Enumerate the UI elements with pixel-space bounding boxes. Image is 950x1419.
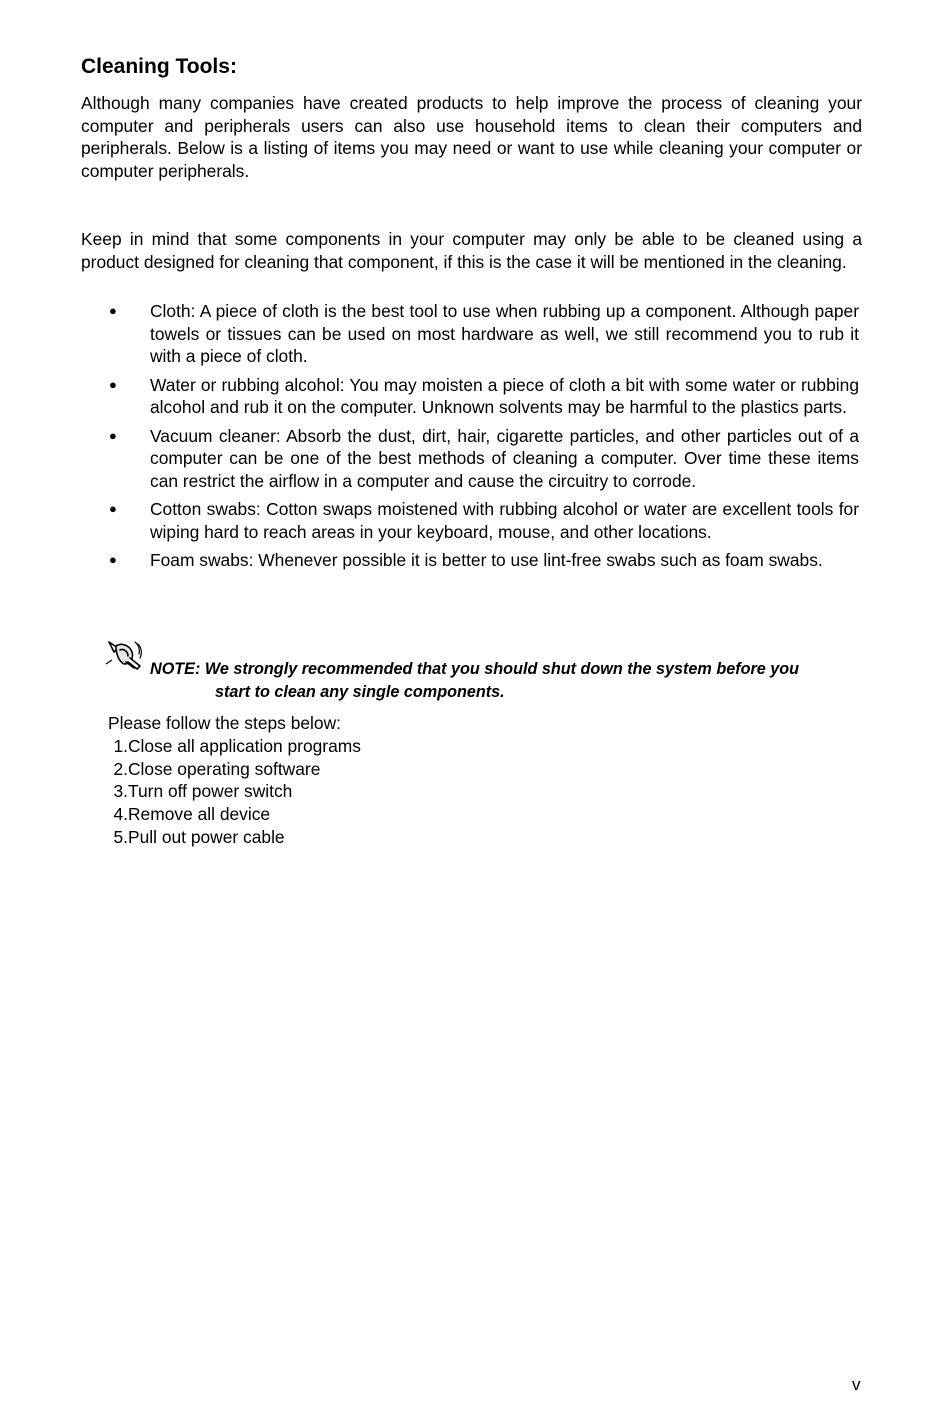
list-item-cotton-swabs bbox=[0, 498, 859, 543]
step-number: 4. bbox=[113, 804, 128, 825]
list-item-text: Foam swabs: Whenever possible it is better to use lint-free swabs such as foam swabs. bbox=[150, 550, 823, 571]
note-line-2: start to clean any single components. bbox=[215, 682, 505, 701]
step-text: Pull out power cable bbox=[128, 826, 285, 847]
keep-in-mind-paragraph: Keep in mind that some components in your computer may only be able to be cleaned using a product designed for cleaning that component, if this is the case it will be mentioned in the cleaning. bbox=[81, 229, 862, 272]
list-item-text: Cloth: A piece of cloth is the best tool to use when rubbing up a component. Although paper towels or tissues can be used on most hardware as well, we still recommend you to rub it with a piece of cloth. bbox=[150, 301, 859, 367]
section-heading: Cleaning Tools: bbox=[81, 55, 237, 78]
list-item-water-alcohol bbox=[0, 374, 859, 419]
note-line-1: NOTE: We strongly recommended that you should shut down the system before you bbox=[150, 660, 800, 678]
list-item-text: Vacuum cleaner: Absorb the dust, dirt, hair, cigarette particles, and other particles out of a computer can be one of the best methods of cleaning a computer. Over time these items can restrict the airflow in a computer and cause the circuitry to corrode. bbox=[150, 425, 859, 491]
list-item bbox=[108, 735, 361, 758]
steps-intro: Please follow the steps below: bbox=[108, 713, 341, 733]
bullet-icon: ● bbox=[109, 501, 117, 517]
list-item bbox=[108, 780, 361, 803]
step-number: 3. bbox=[113, 781, 128, 802]
step-text: Turn off power switch bbox=[128, 781, 293, 802]
step-number: 5. bbox=[113, 826, 128, 847]
shutdown-steps-list bbox=[108, 735, 361, 849]
cleaning-tools-list bbox=[0, 300, 950, 577]
bullet-icon: ● bbox=[109, 427, 117, 443]
bullet-icon: ● bbox=[109, 552, 117, 568]
list-item-cloth bbox=[0, 300, 859, 368]
step-number: 1. bbox=[113, 736, 128, 756]
list-item-text: Cotton swabs: Cotton swaps moistened with rubbing alcohol or water are excellent tools for wiping hard to reach areas in your keyboard, mouse, and other locations. bbox=[150, 499, 859, 542]
intro-paragraph: Although many companies have created products to help improve the process of cleaning your computer and peripherals users can also use household items to clean their computers and peripherals. Below is a listing of items you may need or want to use while cleaning your computer or computer peripherals. bbox=[81, 93, 862, 182]
page-number: v bbox=[852, 1375, 861, 1394]
list-item-vacuum bbox=[0, 425, 859, 493]
step-text: Close all application programs bbox=[128, 736, 361, 756]
step-text: Remove all device bbox=[128, 804, 271, 825]
list-item bbox=[108, 758, 361, 781]
step-text: Close operating software bbox=[128, 758, 321, 779]
pushpin-icon bbox=[104, 638, 146, 674]
bullet-icon: ● bbox=[109, 303, 117, 318]
step-number: 2. bbox=[113, 758, 128, 779]
note-callout bbox=[150, 658, 870, 703]
list-item-foam-swabs bbox=[0, 549, 859, 572]
list-item-text: Water or rubbing alcohol: You may moisten a piece of cloth a bit with some water or rubbing alcohol and rub it on the computer. Unknown solvents may be harmful to the plastics parts. bbox=[150, 374, 859, 418]
list-item bbox=[108, 826, 361, 849]
bullet-icon: ● bbox=[109, 376, 117, 392]
list-item bbox=[108, 803, 361, 826]
